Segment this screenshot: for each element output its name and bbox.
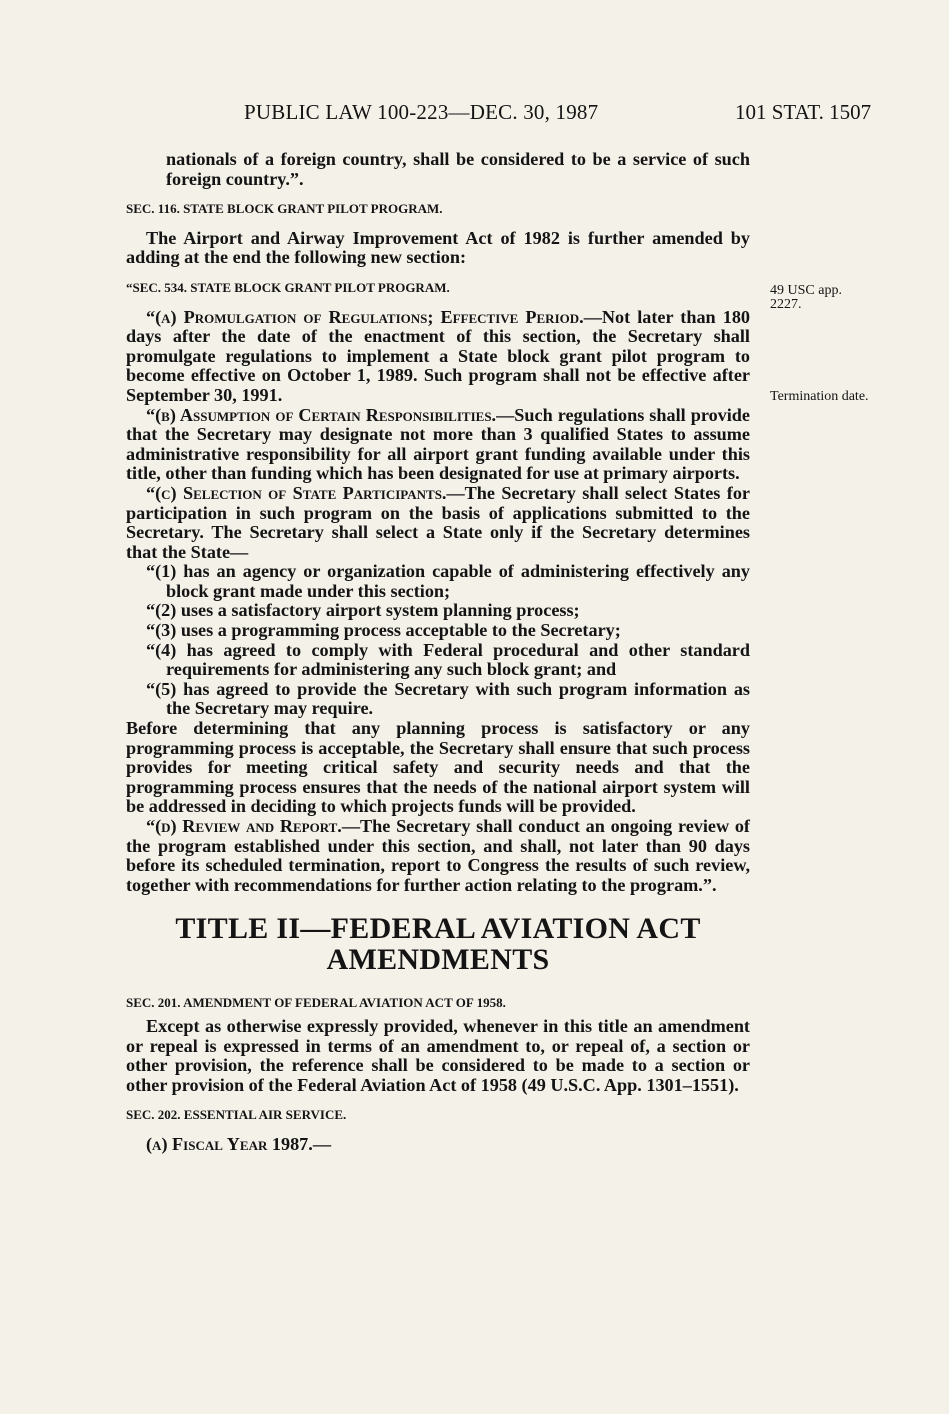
list-item-1: “(1) has an agency or organization capable of administering effectively any block grant made under this section; — [146, 561, 750, 601]
section-heading-201: SEC. 201. AMENDMENT OF FEDERAL AVIATION ACT OF 1958. — [126, 995, 506, 1011]
subsection-d-heading: “(d) Review and Report. — [146, 816, 342, 836]
list-item-3: “(3) uses a programming process acceptable to the Secretary; — [146, 620, 621, 641]
list-item-5: “(5) has agreed to provide the Secretary with such program information as the Secretary may require. — [146, 678, 750, 719]
margin-note-usc: 49 USC app. 2227. — [770, 283, 842, 312]
section-heading-116: SEC. 116. STATE BLOCK GRANT PILOT PROGRAM. — [126, 201, 443, 217]
subsection-b-text: —Such regulations shall provide that the Secretary may designate not more than 3 qualified States to assume administrative responsibility for all airport grant funding available under this title, other than funding which has been designated for use at primary airports. — [126, 404, 750, 484]
subsection-b-heading: “(b) Assumption of Certain Responsibilities. — [146, 404, 497, 425]
page-header-title: PUBLIC LAW 100-223—DEC. 30, 1987 — [244, 100, 599, 124]
document-body — [126, 150, 750, 1155]
subsection-d — [126, 817, 750, 895]
paragraph-continuation: nationals of a foreign country, shall be considered to be a service of such foreign country.”. — [166, 149, 750, 189]
section-heading-202: SEC. 202. ESSENTIAL AIR SERVICE. — [126, 1107, 347, 1123]
subsection-b — [126, 406, 750, 484]
subsection-a-heading: “(a) Promulgation of Regulations; Effective Period. — [146, 306, 584, 327]
subsection-a — [126, 308, 750, 406]
subsection-202a-heading: (a) Fiscal Year 1987. — [146, 1133, 313, 1154]
margin-note-termination: Termination date. — [770, 389, 869, 404]
paragraph-before-determining: Before determining that any planning process is satisfactory or any programming process is acceptable, the Secretary shall ensure that such process provides for meeting critical safety and security needs and that the programming process ensures that the needs of the national airport system will be addressed in deciding to which projects funds will be provided. — [126, 718, 750, 817]
list-item-4: “(4) has agreed to comply with Federal procedural and other standard requirements for administering any such block grant; and — [146, 639, 750, 680]
list-item-2: “(2) uses a satisfactory airport system planning process; — [146, 600, 580, 621]
paragraph-201: Except as otherwise expressly provided, whenever in this title an amendment or repeal is expressed in terms of an amendment to, or repeal of, a section or other provision, the reference shall be considered to be made to a section or other provision of the Federal Aviation Act of 1958 (49 U.S.C. App. 1301–1551). — [126, 1015, 750, 1095]
title-heading: TITLE II—FEDERAL AVIATION ACT AMENDMENTS — [175, 912, 701, 977]
paragraph-intro: The Airport and Airway Improvement Act of 1982 is further amended by adding at the end the following new section: — [126, 227, 750, 268]
page-header-citation: 101 STAT. 1507 — [735, 100, 872, 124]
subsection-d-text: —The Secretary shall conduct an ongoing review of the program established under this section, and shall, not later than 90 days before its scheduled termination, report to Congress the results of such review, together with recommendations for further action relating to the program.”. — [126, 816, 750, 895]
subsection-202a — [126, 1135, 750, 1155]
subsection-c — [126, 484, 750, 562]
section-heading-534: “SEC. 534. STATE BLOCK GRANT PILOT PROGRAM. — [126, 279, 450, 295]
subsection-202a-text: — — [312, 1133, 332, 1154]
subsection-c-heading: “(c) Selection of State Participants. — [146, 482, 447, 503]
subsection-a-text: —Not later than 180 days after the date of the enactment of this section, the Secretary shall promulgate regulations to implement a State block grant pilot program to become effective on October 1, 1989. Such program shall not be effective after September 30, 1991. — [126, 306, 751, 405]
subsection-c-text: —The Secretary shall select States for participation in such program on the basis of applications submitted to the Secretary. The Secretary shall select a State only if the Secretary determines that the State— — [126, 482, 750, 562]
